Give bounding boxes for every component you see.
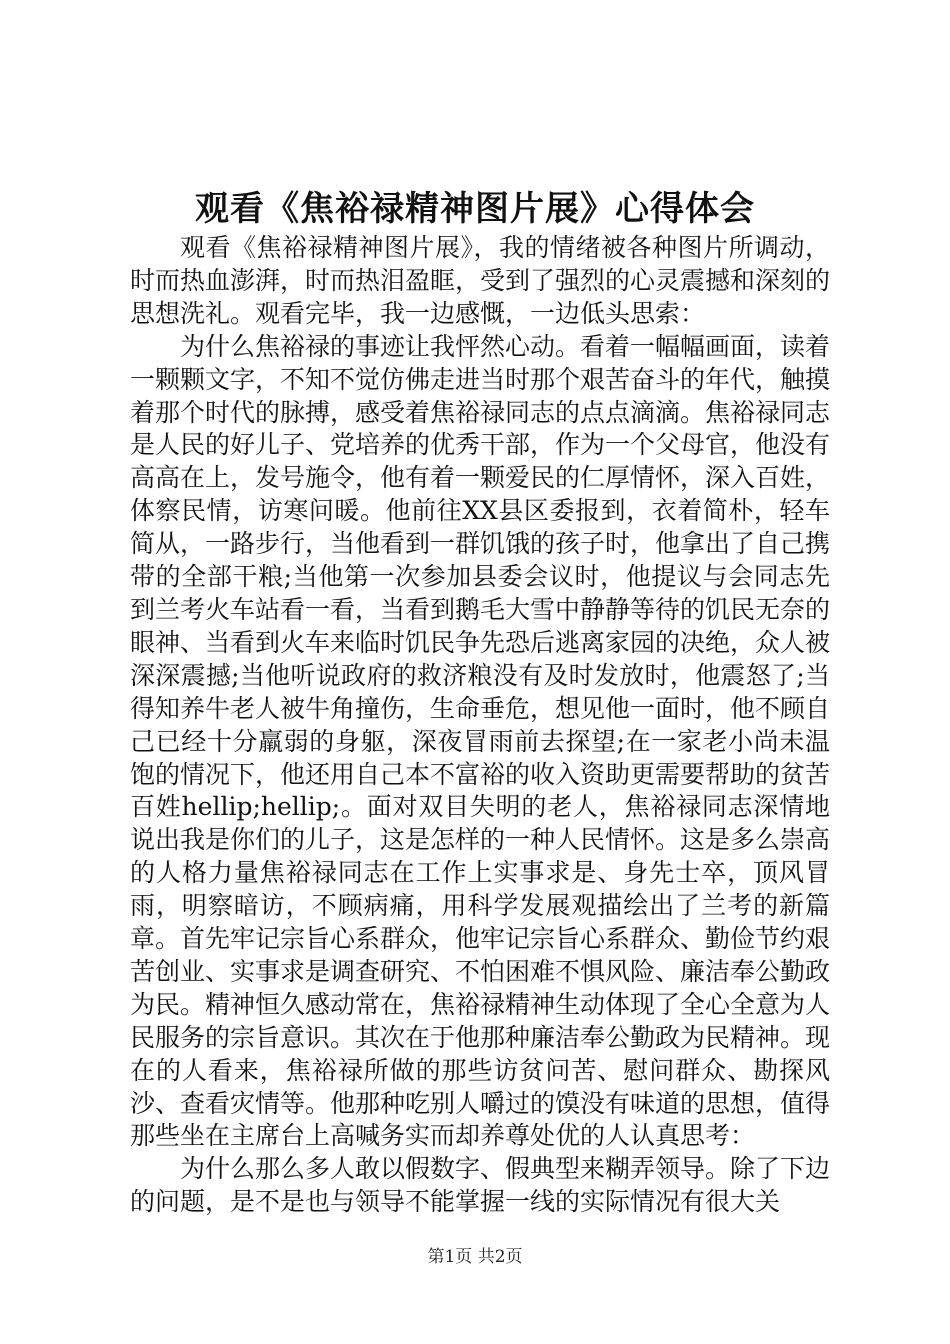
- document-body: [130, 232, 830, 1219]
- paragraph-3: 为什么那么多人敢以假数字、假典型来糊弄领导。除了下边的问题，是不是也与领导不能掌握一线的实际情况有很大关: [130, 1154, 831, 1217]
- document-title: 观看《焦裕禄精神图片展》心得体会: [195, 189, 755, 229]
- paragraph-1: 观看《焦裕禄精神图片展》，我的情绪被各种图片所调动，时而热血澎湃，时而热泪盈眶，受到了强烈的心灵震撼和深刻的思想洗礼。观看完毕，我一边感慨，一边低头思索：: [130, 233, 831, 328]
- paragraph-2: 为什么焦裕禄的事迹让我怦然心动。看着一幅幅画面，读着一颗颗文字，不知不觉仿佛走进当时那个艰苦奋斗的年代，触摸着那个时代的脉搏，感受着焦裕禄同志的点点滴滴。焦裕禄同志是人民的好儿子、党培养的优秀干部，作为一个父母官，他没有高高在上，发号施令，他有着一颗爱民的仁厚情怀，深入百姓，体察民情，访寒问暖。他前往XX县区委报到，衣着简朴，轻车简从，一路步行，当他看到一群饥饿的孩子时，他拿出了自己携带的全部干粮;当他第一次参加县委会议时，他提议与会同志先到兰考火车站看一看，当看到鹅毛大雪中静静等待的饥民无奈的眼神、当看到火车来临时饥民争先恐后逃离家园的决绝，众人被深深震撼;当他听说政府的救济粮没有及时发放时，他震怒了;当得知养牛老人被牛角撞伤，生命垂危，想见他一面时，他不顾自己已经十分羸弱的身躯，深夜冒雨前去探望;在一家老小尚未温饱的情况下，他还用自己本不富裕的收入资助更需要帮助的贫苦百姓hellip;hellip;。面对双目失明的老人，焦裕禄同志深情地说出我是你们的儿子，这是怎样的一种人民情怀。这是多么崇高的人格力量焦裕禄同志在工作上实事求是、身先士卒，顶风冒雨，明察暗访，不顾病痛，用科学发展观描绘出了兰考的新篇章。首先牢记宗旨心系群众，他牢记宗旨心系群众、勤俭节约艰苦创业、实事求是调查研究、不怕困难不惧风险、廉洁奉公勤政为民。精神恒久感动常在，焦裕禄精神生动体现了全心全意为人民服务的宗旨意识。其次在于他那种廉洁奉公勤政为民精神。现在的人看来，焦裕禄所做的那些访贫问苦、慰问群众、勘探风沙、查看灾情等。他那种吃别人嚼过的馍没有味道的思想，值得那些坐在主席台上高喊务实而却养尊处优的人认真思考：: [130, 331, 831, 1151]
- page-footer: 第1页 共2页: [427, 1247, 523, 1267]
